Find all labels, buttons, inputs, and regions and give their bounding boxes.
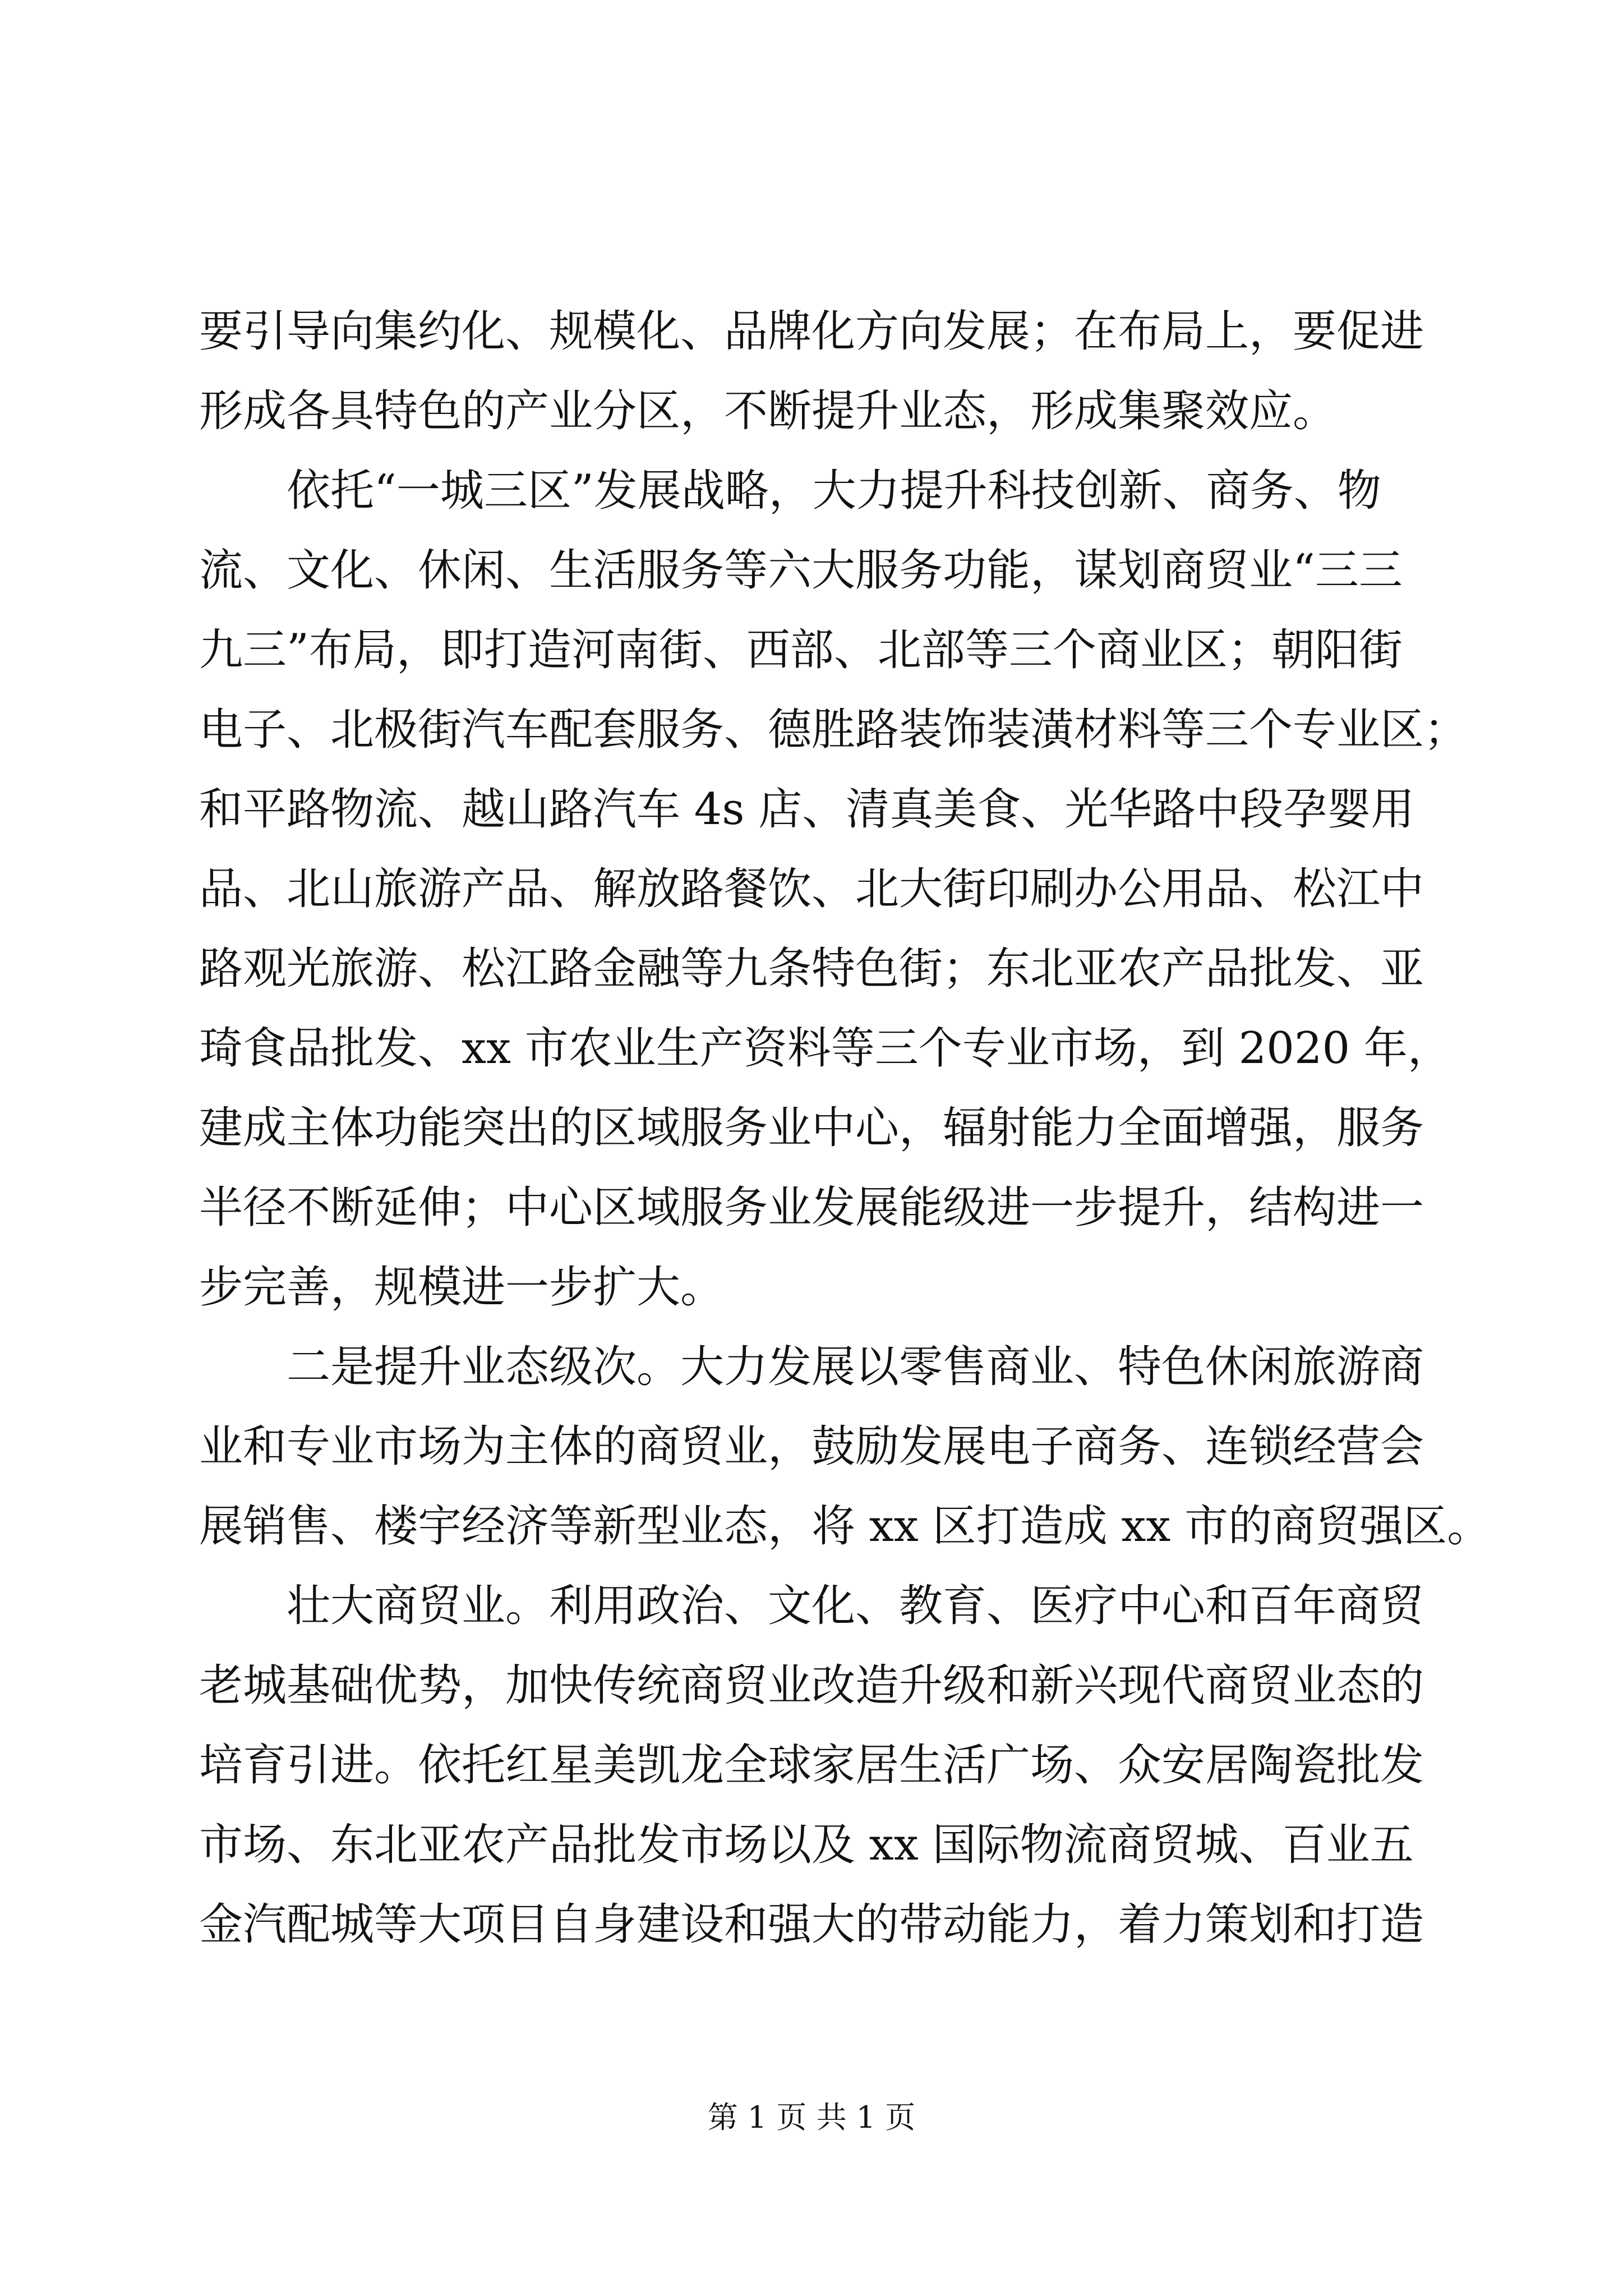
page-footer: 第 1 页 共 1 页 [707,2100,916,2135]
text-line: 建成主体功能突出的区域服务业中心，辐射能力全面增强，服务 [199,1103,1424,1153]
text-line: 老城基础优势，加快传统商贸业改造升级和新兴现代商贸业态的 [199,1660,1424,1711]
text-line: 路观光旅游、松江路金融等九条特色街；东北亚农产品批发、亚 [199,944,1424,994]
text-line: 半径不断延伸；中心区域服务业发展能级进一步提升，结构进一 [199,1182,1424,1233]
text-line: 品、北山旅游产品、解放路餐饮、北大街印刷办公用品、松江中 [199,864,1424,914]
text-line: 形成各具特色的产业分区，不断提升业态，形成集聚效应。 [199,386,1337,436]
text-line: 市场、东北亚农产品批发市场以及 xx 国际物流商贸城、百业五 [199,1820,1414,1870]
text-line: 电子、北极街汽车配套服务、德胜路装饰装潢材料等三个专业区； [199,705,1468,755]
text-line: 培育引进。依托红星美凯龙全球家居生活广场、众安居陶瓷批发 [199,1740,1424,1791]
text-line: 展销售、楼宇经济等新型业态，将 xx 区打造成 xx 市的商贸强区。 [199,1501,1491,1552]
text-line: 壮大商贸业。利用政治、文化、教育、医疗中心和百年商贸 [199,1581,1424,1631]
text-line: 琦食品批发、xx 市农业生产资料等三个专业市场，到 2020 年， [199,1023,1451,1074]
text-line: 二是提升业态级次。大力发展以零售商业、特色休闲旅游商 [199,1342,1424,1392]
text-line: 流、文化、休闲、生活服务等六大服务功能，谋划商贸业“三三 [199,545,1403,596]
text-line: 要引导向集约化、规模化、品牌化方向发展；在布局上，要促进 [199,306,1424,357]
body-text [199,292,1491,1964]
text-line: 九三”布局，即打造河南街、西部、北部等三个商业区；朝阳街 [199,625,1403,675]
text-line: 步完善，规模进一步扩大。 [199,1262,725,1313]
text-line: 和平路物流、越山路汽车 4s 店、清真美食、光华路中段孕婴用 [199,784,1415,835]
text-line: 金汽配城等大项目自身建设和强大的带动能力，着力策划和打造 [199,1899,1424,1950]
text-line: 依托“一城三区”发展战略，大力提升科技创新、商务、物 [199,466,1381,516]
text-line: 业和专业市场为主体的商贸业，鼓励发展电子商务、连锁经营会 [199,1421,1424,1472]
